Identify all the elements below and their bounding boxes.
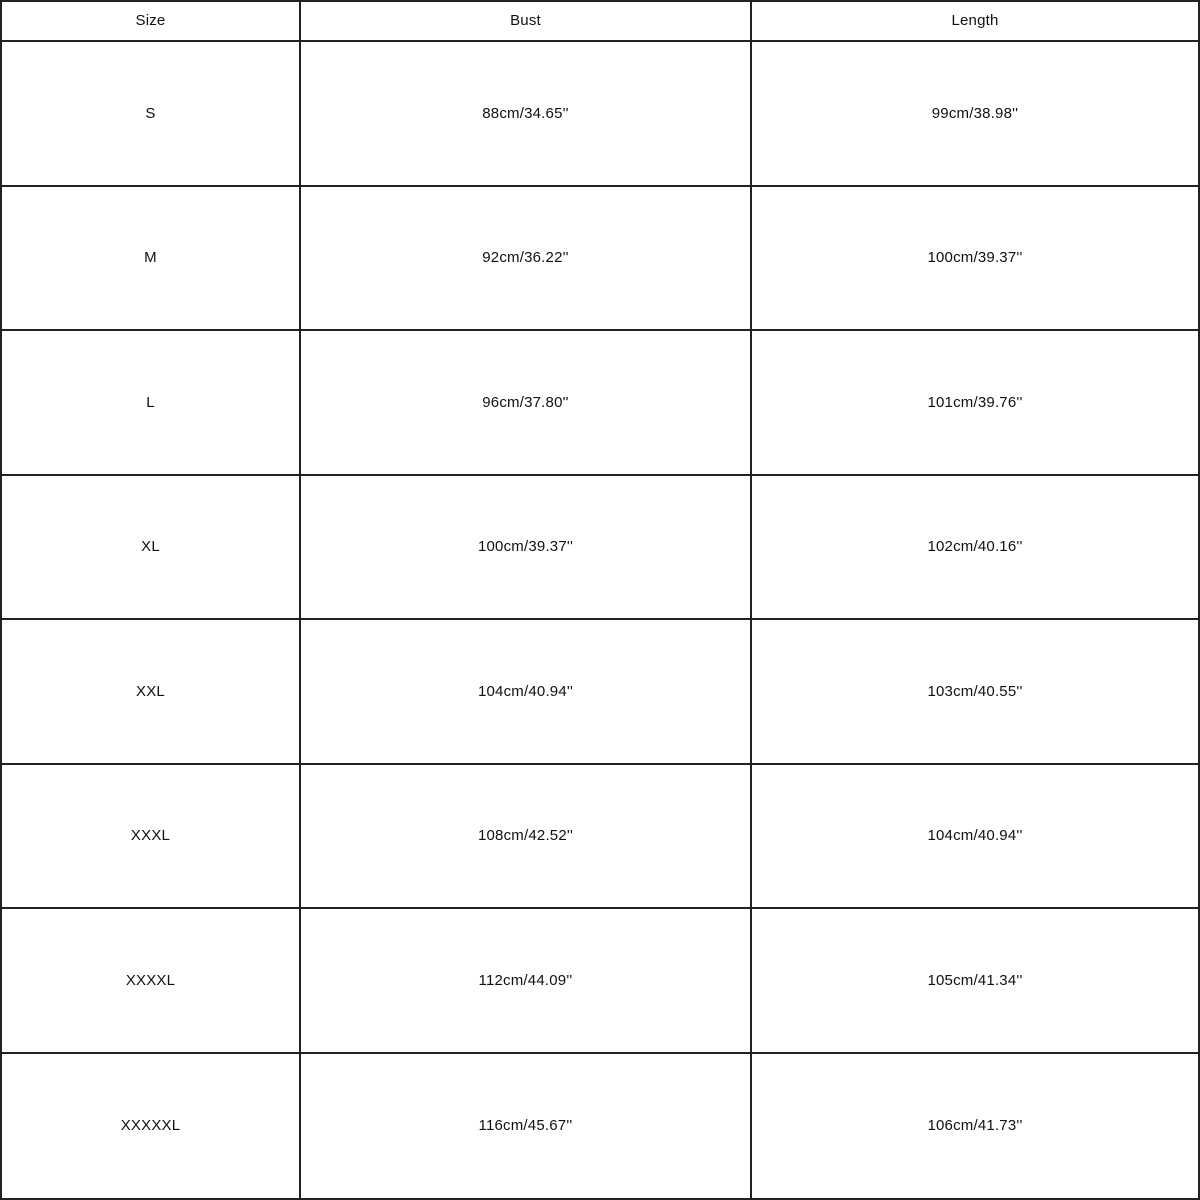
bust-cell: 116cm/45.67'' <box>301 1054 752 1199</box>
bust-cell: 100cm/39.37'' <box>301 476 752 621</box>
size-cell: XXXXXL <box>2 1054 301 1199</box>
header-size: Size <box>2 2 301 42</box>
header-bust: Bust <box>301 2 752 42</box>
size-cell: L <box>2 331 301 476</box>
length-cell: 103cm/40.55'' <box>752 620 1198 765</box>
length-cell: 105cm/41.34'' <box>752 909 1198 1054</box>
size-cell: XXXL <box>2 765 301 910</box>
bust-cell: 88cm/34.65'' <box>301 42 752 187</box>
size-cell: XL <box>2 476 301 621</box>
bust-cell: 96cm/37.80'' <box>301 331 752 476</box>
size-cell: M <box>2 187 301 332</box>
size-cell: XXL <box>2 620 301 765</box>
bust-cell: 112cm/44.09'' <box>301 909 752 1054</box>
size-cell: S <box>2 42 301 187</box>
length-cell: 106cm/41.73'' <box>927 1117 1023 1135</box>
length-cell: 102cm/40.16'' <box>752 476 1198 621</box>
length-cell: 99cm/38.98'' <box>752 42 1198 187</box>
bust-cell: 92cm/36.22'' <box>301 187 752 332</box>
length-cell: 100cm/39.37'' <box>752 187 1198 332</box>
bust-cell: 108cm/42.52'' <box>301 765 752 910</box>
header-length: Length <box>752 2 1198 42</box>
length-cell: 101cm/39.76'' <box>752 331 1198 476</box>
size-cell: XXXXL <box>2 909 301 1054</box>
bust-cell: 104cm/40.94'' <box>301 620 752 765</box>
length-cell: 104cm/40.94'' <box>752 765 1198 910</box>
